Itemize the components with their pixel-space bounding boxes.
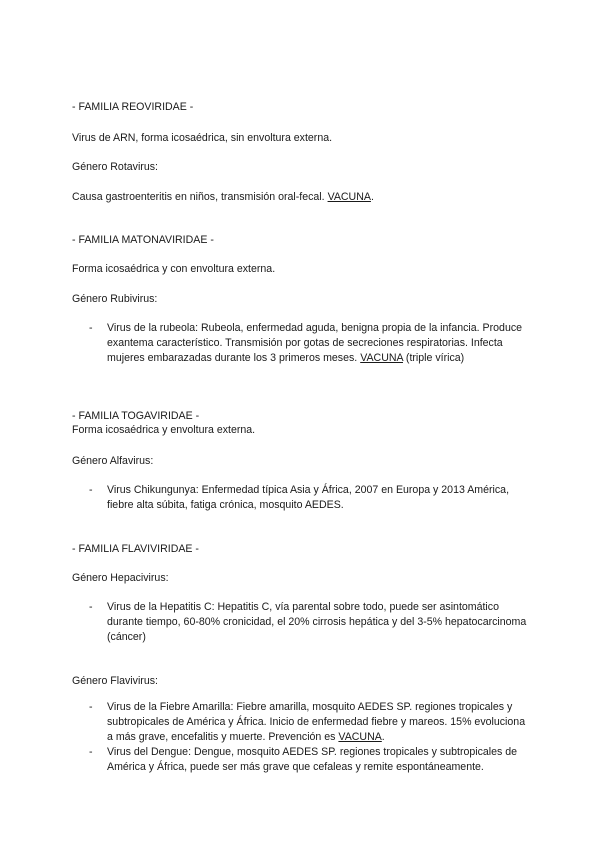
reoviridae-description: Virus de ARN, forma icosaédrica, sin envoltura externa. [72,132,333,144]
togaviridae-heading: - FAMILIA TOGAVIRIDAE - [72,410,200,422]
rotavirus-note [72,190,374,205]
rubivirus-genus-label: Género Rubivirus: [72,293,158,305]
rubivirus-list [72,321,532,366]
list-item-tail: . [381,731,385,743]
flavivirus-genus-label: Género Flavivirus: [72,675,158,687]
list-item-text: Virus de la rubeola: Rubeola, enfermedad aguda, benigna propia de la infancia. Produce exantema característico. Transmisión por gotas de secreciones respiratorias. Infecta mujeres embarazadas durante los 3 primeros meses. [107,322,523,364]
alfavirus-genus-label: Género Alfavirus: [72,455,154,467]
matonaviridae-description: Forma icosaédrica y con envoltura externa. [72,263,276,275]
list-item [72,321,532,366]
list-item [72,483,532,513]
list-item-text: Virus del Dengue: Dengue, mosquito AEDES SP. regiones tropicales y subtropicales de América y África, puede ser más grave que cefaleas y remite espontáneamente. [107,746,518,773]
list-item [72,600,532,645]
rotavirus-note-text: Causa gastroenteritis en niños, transmisión oral-fecal. [72,191,325,203]
list-item-text: Virus Chikungunya: Enfermedad típica Asia y África, 2007 en Europa y 2013 América, fiebre alta súbita, fatiga crónica, mosquito AEDES. [107,484,510,511]
vacuna-link[interactable]: VACUNA [327,191,371,203]
list-item-text: Virus de la Hepatitis C: Hepatitis C, vía parental sobre todo, puede ser asintomático durante tiempo, 60-80% cronicidad, el 20% cirrosis hepática y del 3-5% hepatocarcinoma (cáncer) [107,601,527,643]
vacuna-link[interactable]: VACUNA [338,731,382,743]
bullet-dash: - [89,322,93,334]
flavivirus-list [72,700,532,775]
alfavirus-list [72,483,532,513]
bullet-dash: - [89,484,93,496]
matonaviridae-heading: - FAMILIA MATONAVIRIDAE - [72,234,214,246]
bullet-dash: - [89,701,93,713]
hepacivirus-genus-label: Género Hepacivirus: [72,572,169,584]
flaviviridae-heading: - FAMILIA FLAVIVIRIDAE - [72,543,199,555]
bullet-dash: - [89,746,93,758]
bullet-dash: - [89,601,93,613]
list-item-tail: (triple vírica) [402,352,465,364]
vacuna-link[interactable]: VACUNA [360,352,403,364]
list-item [72,745,532,775]
togaviridae-description: Forma icosaédrica y envoltura externa. [72,424,256,436]
list-item-text: Virus de la Fiebre Amarilla: Fiebre amarilla, mosquito AEDES SP. regiones tropicales y subtropicales de América y África. Inicio de enfermedad fiebre y mareos. 15% evoluciona a más grave, encefalitis y muerte. Prevención es [107,701,526,743]
list-item [72,700,532,745]
hepacivirus-list [72,600,532,645]
rotavirus-note-tail: . [370,191,374,203]
rotavirus-genus-label: Género Rotavirus: [72,161,158,173]
reoviridae-heading: - FAMILIA REOVIRIDAE - [72,101,194,113]
